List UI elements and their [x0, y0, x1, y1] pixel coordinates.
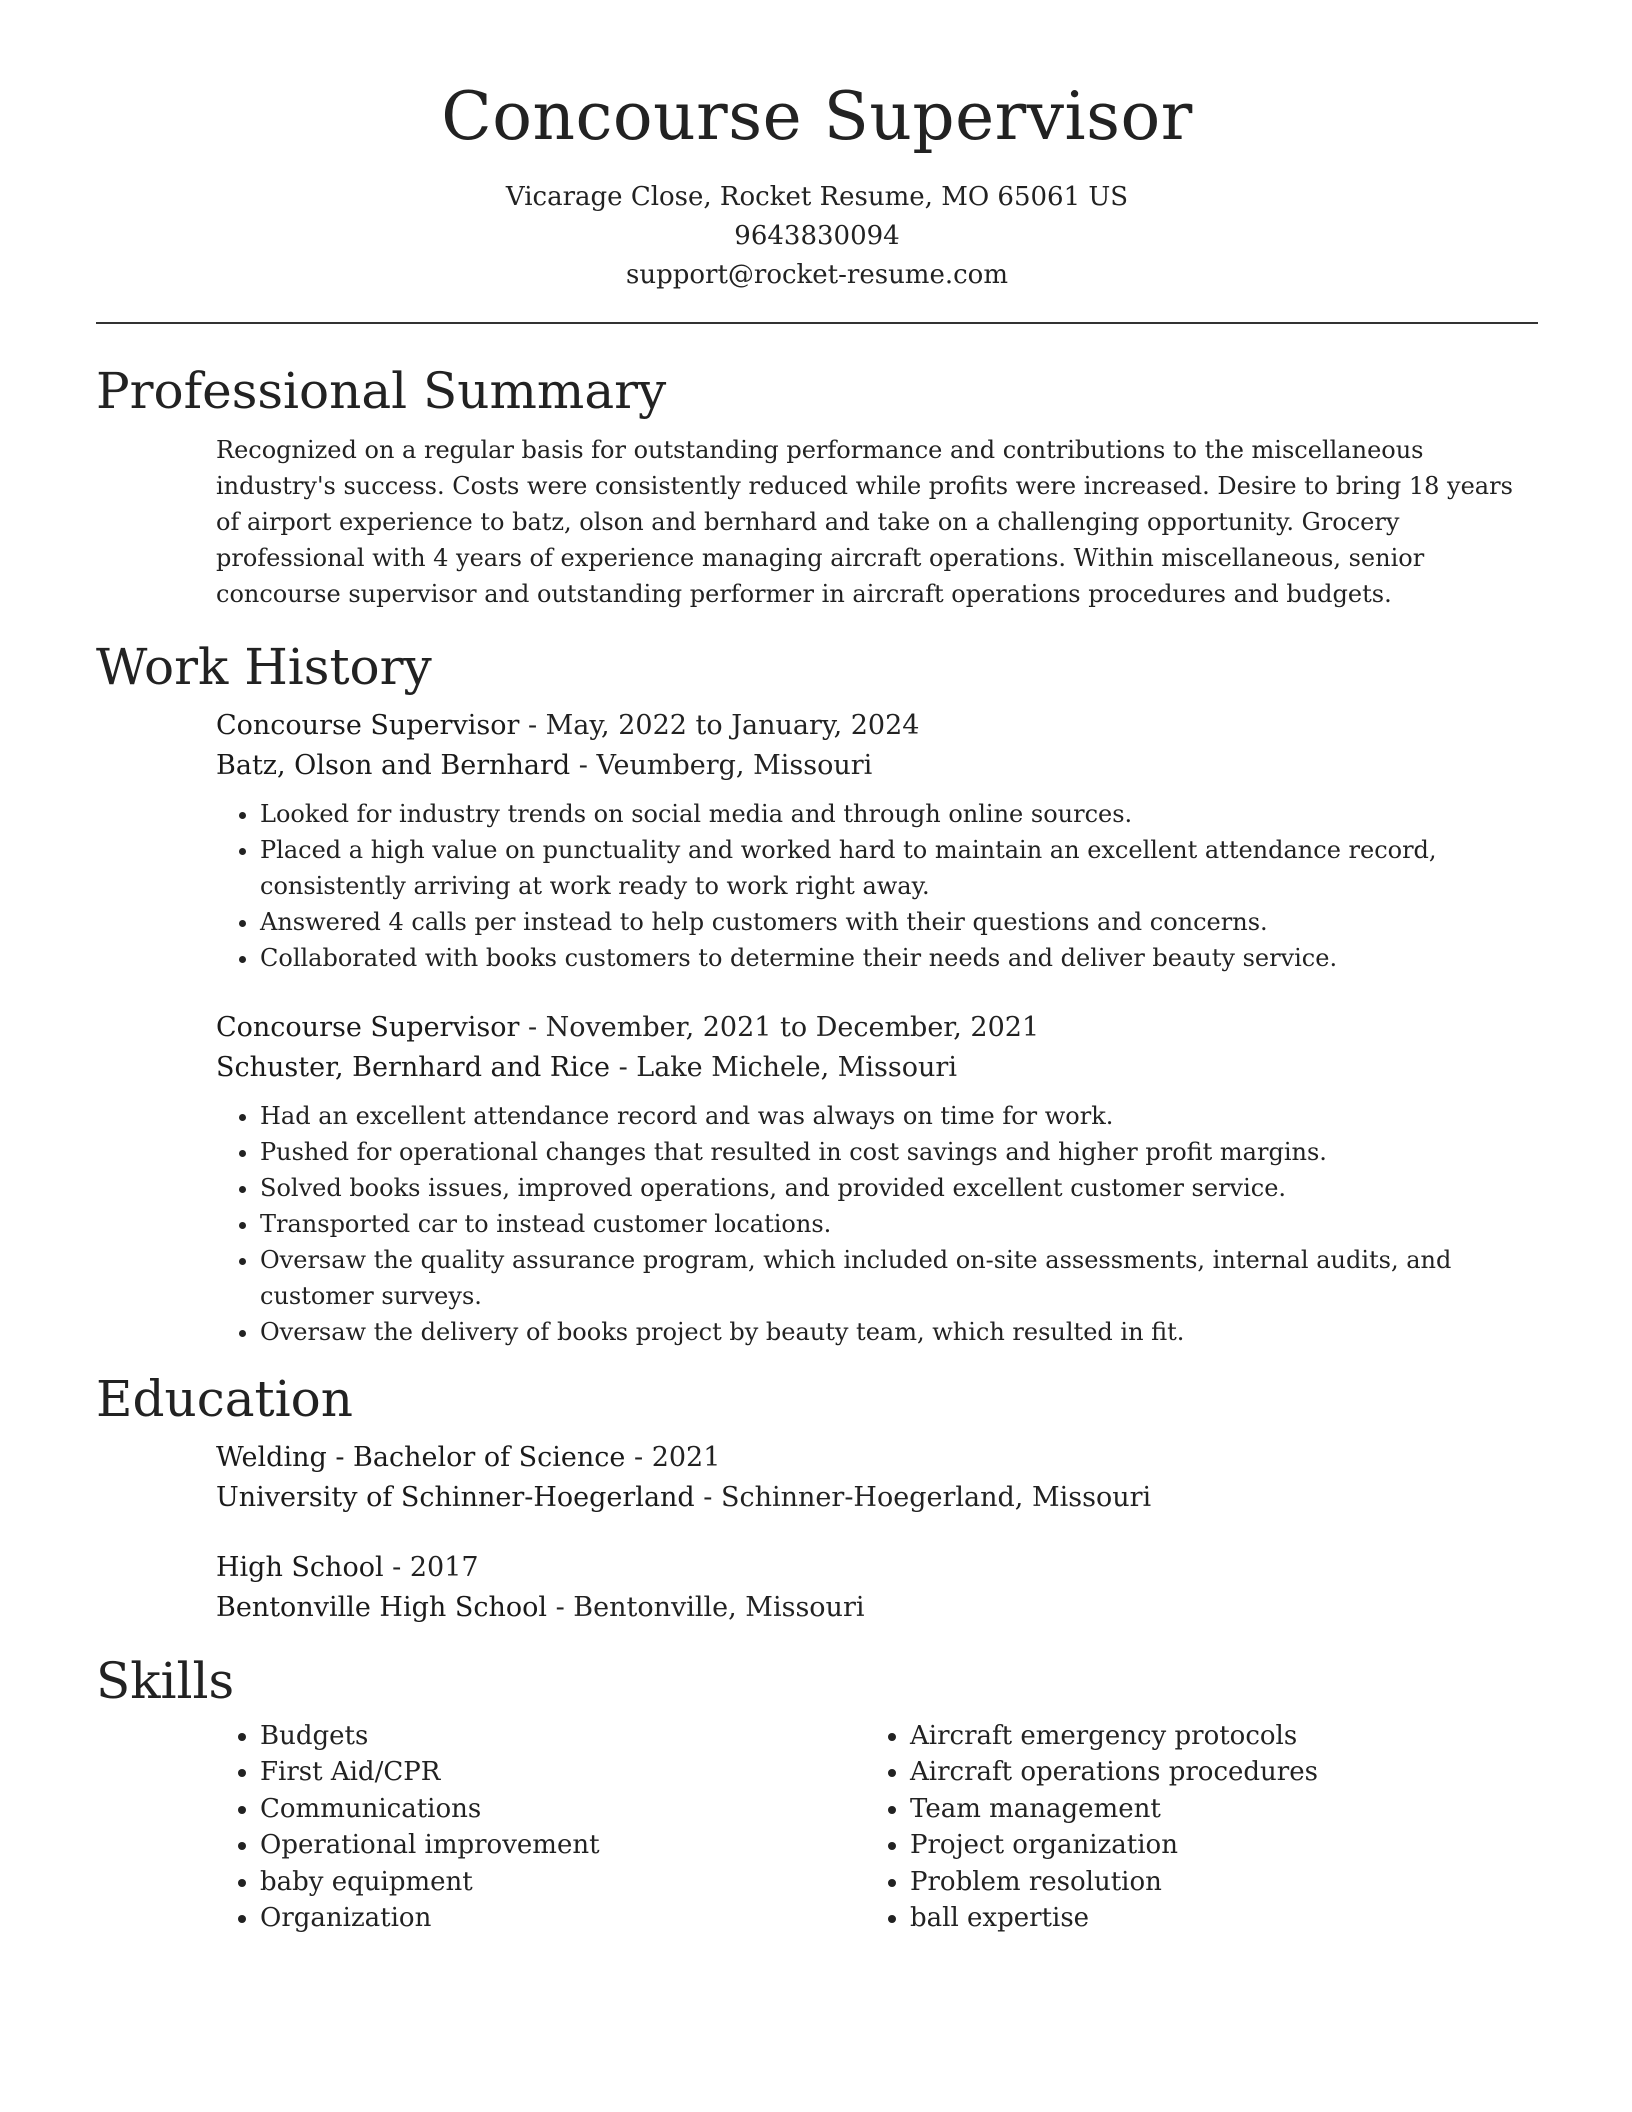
phone: 9643830094	[734, 221, 900, 251]
work-history-heading: Work History	[96, 638, 432, 696]
summary-section	[96, 362, 1538, 612]
education-degree: Welding - Bachelor of Science	[216, 1442, 626, 1473]
contact-info	[96, 178, 1538, 295]
education-degree-line	[216, 1548, 1538, 1588]
address: Vicarage Close, Rocket Resume, MO 65061 US	[505, 182, 1129, 212]
skills-column-right	[866, 1718, 1516, 1936]
job-company-line	[216, 746, 1538, 786]
job-position: Concourse Supervisor	[216, 710, 520, 741]
education-year: - 2021	[625, 1442, 721, 1473]
skills-section	[96, 1652, 1538, 1936]
job-bullets	[216, 1098, 1538, 1350]
education-school: Bentonville High School	[216, 1592, 548, 1623]
job-location: - Veumberg, Missouri	[570, 750, 873, 781]
work-history-section	[96, 638, 1538, 1350]
resume-header	[96, 0, 1538, 295]
job-bullet: • Had an excellent attendance record and was always on time for work.	[260, 1098, 1538, 1134]
job-dates: - May, 2022 to January, 2024	[519, 710, 920, 741]
education-degree: High School	[216, 1552, 384, 1583]
skills-column-left	[216, 1718, 866, 1936]
skill-item: • Aircraft emergency protocols	[910, 1718, 1516, 1754]
job-bullet: • Collaborated with books customers to determine their needs and deliver beauty service.	[260, 940, 1538, 976]
education-location: - Bentonville, Missouri	[547, 1592, 865, 1623]
education-school-line	[216, 1588, 1538, 1628]
job-company-line	[216, 1048, 1538, 1088]
resume-page	[96, 0, 1538, 1936]
job-company: Schuster, Bernhard and Rice	[216, 1052, 610, 1083]
job-bullet: • Oversaw the quality assurance program, which included on-site assessments, internal audits, and customer surveys.	[260, 1242, 1538, 1314]
skill-item: • Project organization	[910, 1827, 1516, 1863]
education-entry	[216, 1438, 1538, 1518]
email: support@rocket-resume.com	[625, 260, 1008, 290]
job-title-line	[216, 1008, 1538, 1048]
skill-item: • ball expertise	[910, 1900, 1516, 1936]
skill-item: • Aircraft operations procedures	[910, 1754, 1516, 1790]
skills-grid	[216, 1718, 1538, 1936]
job-location: - Lake Michele, Missouri	[609, 1052, 957, 1083]
education-degree-line	[216, 1438, 1538, 1478]
job-bullet: • Answered 4 calls per instead to help customers with their questions and concerns.	[260, 904, 1538, 940]
job-dates: - November, 2021 to December, 2021	[519, 1012, 1040, 1043]
job-title-line	[216, 706, 1538, 746]
job-bullets	[216, 796, 1538, 976]
job-company: Batz, Olson and Bernhard	[216, 750, 571, 781]
skill-item: • Budgets	[260, 1718, 866, 1754]
job-entry	[216, 1008, 1538, 1350]
education-heading: Education	[96, 1370, 353, 1428]
skill-item: • First Aid/CPR	[260, 1754, 866, 1790]
job-bullet: • Transported car to instead customer locations.	[260, 1206, 1538, 1242]
education-year: - 2017	[383, 1552, 479, 1583]
skills-heading: Skills	[96, 1652, 235, 1710]
education-section	[96, 1370, 1538, 1628]
job-bullet: • Oversaw the delivery of books project by beauty team, which resulted in fit.	[260, 1314, 1538, 1350]
job-bullet: • Looked for industry trends on social media and through online sources.	[260, 796, 1538, 832]
skills-list	[216, 1718, 866, 1936]
job-entry	[216, 706, 1538, 976]
summary-heading: Professional Summary	[96, 362, 667, 420]
education-location: - Schinner-Hoegerland, Missouri	[694, 1482, 1152, 1513]
skill-item: • Organization	[260, 1900, 866, 1936]
summary-text: Recognized on a regular basis for outstanding performance and contributions to the miscellaneous industry's success. Costs were consistently reduced while profits were increased. Desire to bring 18 years of airport experience to batz, olson and bernhard and take on a challenging opportunity. Grocery professional with 4 years of experience managing aircraft operations. Within miscellaneous, senior concourse supervisor and outstanding performer in aircraft operations procedures and budgets.	[216, 436, 1513, 608]
job-bullet: • Placed a high value on punctuality and worked hard to maintain an excellent attendance record, consistently arriving at work ready to work right away.	[260, 832, 1538, 904]
skill-item: • Problem resolution	[910, 1864, 1516, 1900]
education-entry	[216, 1548, 1538, 1628]
education-school: University of Schinner-Hoegerland	[216, 1482, 695, 1513]
skill-item: • Communications	[260, 1791, 866, 1827]
skill-item: • baby equipment	[260, 1864, 866, 1900]
skills-list	[866, 1718, 1516, 1936]
education-school-line	[216, 1478, 1538, 1518]
header-divider	[96, 322, 1538, 324]
skill-item: • Operational improvement	[260, 1827, 866, 1863]
skill-item: • Team management	[910, 1791, 1516, 1827]
job-bullet: • Pushed for operational changes that resulted in cost savings and higher profit margins.	[260, 1134, 1538, 1170]
candidate-name: Concourse Supervisor	[441, 78, 1193, 155]
job-position: Concourse Supervisor	[216, 1012, 520, 1043]
job-bullet: • Solved books issues, improved operations, and provided excellent customer service.	[260, 1170, 1538, 1206]
